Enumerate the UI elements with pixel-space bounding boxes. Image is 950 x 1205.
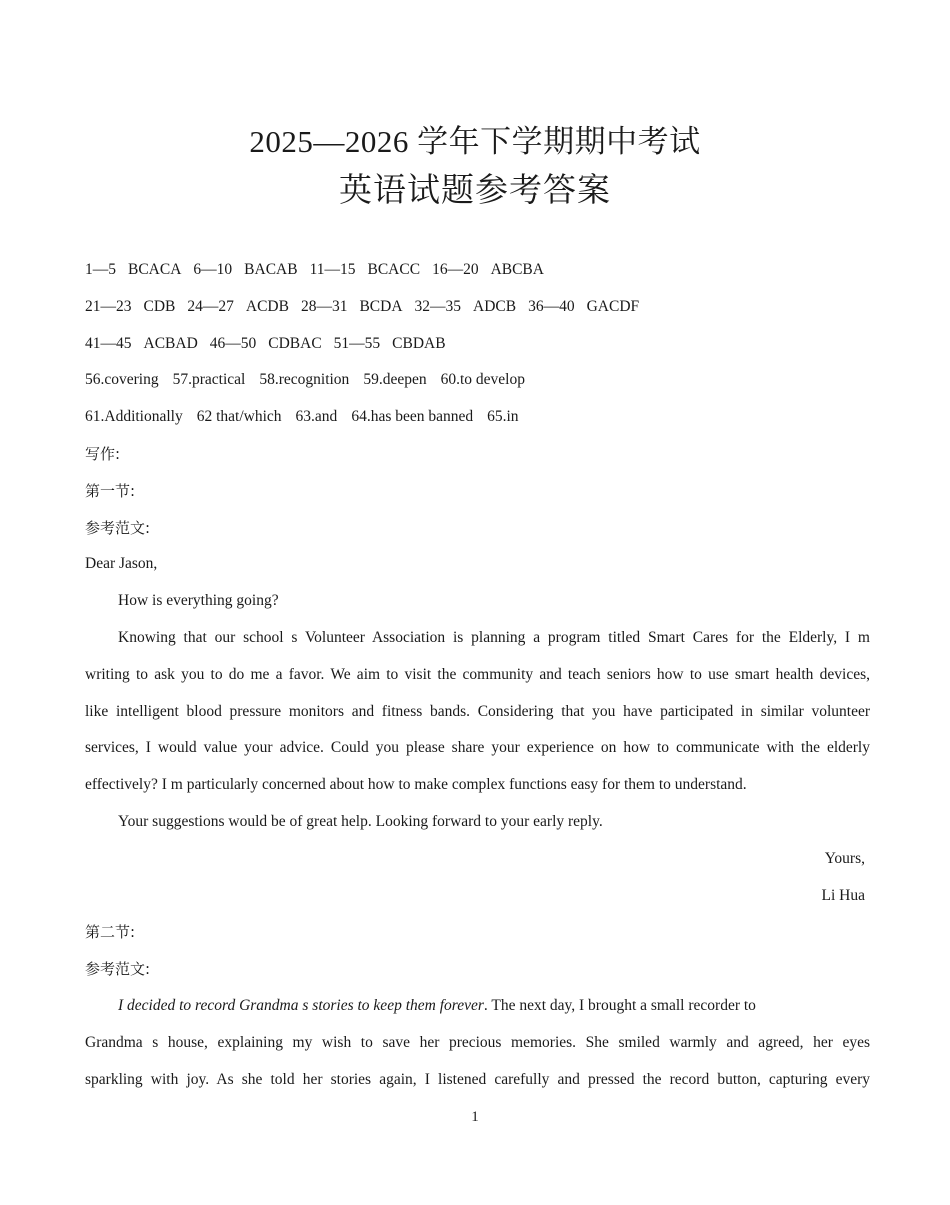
answer-keys: BCACC — [367, 261, 421, 278]
answer-range: 41—45 — [85, 334, 132, 352]
answer-key-title: 英语试题参考答案 — [339, 173, 611, 209]
answer-row-4 — [85, 362, 870, 399]
letter-greeting: Dear Jason, — [85, 555, 158, 573]
letter-paragraph-2-line: Knowing that our school s Volunteer Association is planning a program titled Smart Cares for the Elderly, I m — [118, 628, 870, 646]
answer-keys: CDBAC — [268, 334, 322, 352]
answer-keys: CBDAB — [392, 334, 446, 352]
answer-range: 21—23 — [85, 297, 132, 315]
letter-paragraph-2-line: effectively? I m particularly concerned about how to make complex functions easy for them to understand. — [85, 776, 747, 794]
answer-row-2 — [85, 289, 870, 326]
story-continuation: . The next day, I brought a small recorder to — [483, 996, 756, 1014]
letter-paragraph-2-line: services, I would value your advice. Could you please share your experience on how to communicate with the elderly — [85, 739, 870, 757]
answer-keys: ACDB — [245, 297, 289, 315]
section2-sample-label: 参考范文: — [85, 960, 151, 979]
fill-answer: 64.has been banned — [351, 408, 474, 426]
fill-answer: 59.deepen — [363, 371, 427, 389]
answer-range: 24—27 — [187, 297, 234, 315]
fill-answer: 56.covering — [85, 371, 159, 389]
fill-answer: 60.to develop — [440, 371, 525, 389]
story-given-sentence: I decided to record Grandma s stories to keep them forever — [118, 996, 484, 1014]
story-line: sparkling with joy. As she told her stories again, I listened carefully and pressed the record button, capturing every — [85, 1070, 870, 1088]
answer-range: 6—10 — [193, 261, 233, 278]
page-number: 1 — [471, 1109, 479, 1125]
answer-range: 32—35 — [414, 297, 462, 315]
answer-range: 16—20 — [432, 261, 479, 278]
answer-keys: CDB — [143, 297, 176, 315]
writing-heading: 写作: — [85, 444, 121, 463]
fill-answer: 63.and — [295, 408, 338, 426]
answer-keys: ABCBA — [490, 261, 544, 278]
answer-keys: ADCB — [473, 297, 517, 315]
answer-range: 11—15 — [309, 261, 356, 278]
answer-keys: BCACA — [128, 261, 182, 278]
section2-heading: 第二节: — [85, 923, 136, 942]
answer-range: 1—5 — [85, 261, 116, 278]
answer-keys: ACBAD — [143, 334, 198, 352]
exam-title: 2025—2026 学年下学期期中考试 — [249, 124, 701, 159]
answer-range: 51—55 — [333, 334, 381, 352]
fill-answer: 58.recognition — [259, 371, 350, 389]
answer-range: 36—40 — [528, 297, 575, 315]
letter-signature: Li Hua — [821, 886, 865, 904]
answer-keys: GACDF — [586, 297, 640, 315]
fill-answer: 57.practical — [172, 371, 246, 389]
section1-heading: 第一节: — [85, 481, 136, 500]
answer-row-5 — [85, 399, 870, 436]
answer-content — [85, 252, 870, 1098]
fill-answer: 62 that/which — [196, 408, 282, 426]
answer-keys: BACAB — [244, 261, 298, 278]
letter-paragraph-3: Your suggestions would be of great help. Looking forward to your early reply. — [118, 812, 603, 830]
story-line — [85, 988, 870, 1025]
answer-keys: BCDA — [359, 297, 403, 315]
fill-answer: 65.in — [487, 408, 519, 426]
answer-range: 46—50 — [209, 334, 257, 352]
answer-range: 28—31 — [300, 297, 348, 315]
letter-paragraph-2-line: writing to ask you to do me a favor. We aim to visit the community and teach seniors how to use smart health devices, — [85, 665, 870, 683]
story-line: Grandma s house, explaining my wish to save her precious memories. She smiled warmly and agreed, her eyes — [85, 1033, 870, 1051]
answer-row-1 — [85, 252, 870, 289]
letter-paragraph-1: How is everything going? — [118, 592, 279, 610]
letter-closing: Yours, — [824, 849, 865, 867]
fill-answer: 61.Additionally — [85, 408, 183, 426]
section1-sample-label: 参考范文: — [85, 518, 151, 537]
answer-row-3 — [85, 326, 870, 363]
letter-paragraph-2-line: like intelligent blood pressure monitors and fitness bands. Considering that you have participated in similar volunteer — [85, 702, 870, 720]
